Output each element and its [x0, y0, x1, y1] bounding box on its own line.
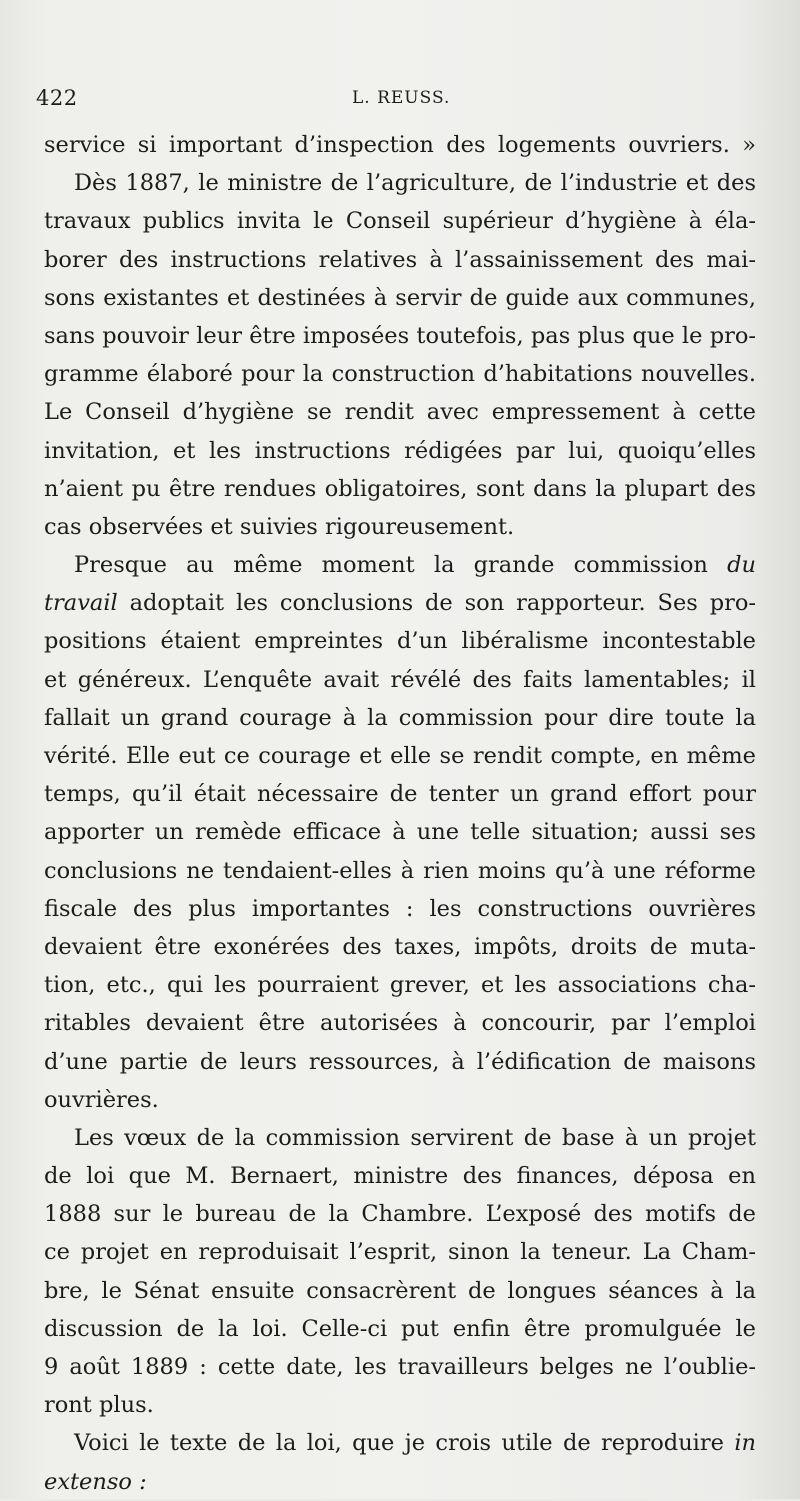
text-line [44, 317, 756, 355]
line-text: Presque au même moment la grande commission [74, 552, 708, 579]
line-text: Voici le texte de la loi, que je crois utile de reproduire [74, 1430, 724, 1457]
line-text: d’une partie de leurs ressources, à l’édification de maisons [44, 1048, 756, 1075]
body-text [44, 126, 756, 1501]
italic-text: extenso : [44, 1468, 147, 1495]
line-text: ce projet en reproduisait l’esprit, sinon la teneur. La Cham- [44, 1239, 756, 1266]
line-text: sons existantes et destinées à servir de guide aux communes, [44, 284, 756, 311]
line-text: conclusions ne tendaient-elles à rien moins qu’à une réforme [44, 857, 756, 884]
line-text: gramme élaboré pour la construction d’habitations nouvelles. [44, 361, 756, 388]
running-head: L. REUSS. [352, 88, 451, 108]
text-line [44, 775, 756, 813]
text-line [44, 1157, 756, 1195]
line-text: n’aient pu être rendues obligatoires, sont dans la plupart des [44, 475, 756, 502]
text-line [44, 966, 756, 1004]
text-line [44, 126, 756, 164]
text-line [44, 470, 756, 508]
line-text: 9 août 1889 : cette date, les travailleurs belges ne l’oublie- [44, 1354, 756, 1380]
line-text: ouvrières. [44, 1086, 159, 1113]
text-line [44, 241, 756, 279]
line-text: discussion de la loi. Celle-ci put enfin être promulguée le [44, 1315, 756, 1342]
text-line [44, 279, 756, 317]
text-line [44, 699, 756, 737]
italic-text: in [734, 1430, 756, 1457]
line-text: fiscale des plus importantes : les constructions ouvrières [44, 895, 756, 922]
text-line [44, 737, 756, 775]
line-text: adoptait les conclusions de son rapporteur. Ses pro- [117, 590, 756, 617]
line-text: travaux publics invita le Conseil supérieur d’hygiène à éla- [44, 208, 756, 235]
text-line [44, 164, 756, 202]
text-line [44, 432, 756, 470]
text-line [44, 1043, 756, 1081]
line-text: ritables devaient être autorisées à concourir, par l’emploi [44, 1010, 756, 1037]
text-line [44, 1310, 756, 1348]
line-text: temps, qu’il était nécessaire de tenter un grand effort pour [44, 781, 756, 808]
text-line [44, 1272, 756, 1310]
text-line [44, 1233, 756, 1271]
text-line [44, 890, 756, 928]
text-line [44, 852, 756, 890]
line-text: ront plus. [44, 1392, 154, 1419]
line-text: Les vœux de la commission servirent de base à un projet [74, 1124, 756, 1151]
text-line [44, 1386, 756, 1424]
line-text: apporter un remède efficace à une telle situation; aussi ses [44, 819, 756, 846]
text-line [44, 1119, 756, 1157]
line-text: service si important d’inspection des logements ouvriers. » [44, 132, 756, 158]
text-line [44, 928, 756, 966]
page-header [36, 86, 756, 116]
line-text: tion, etc., qui les pourraient grever, et les associations cha- [44, 972, 756, 999]
text-line [44, 1463, 756, 1501]
line-text: de loi que M. Bernaert, ministre des finances, déposa en [44, 1163, 756, 1190]
text-line [44, 1348, 756, 1386]
text-line [44, 1195, 756, 1233]
line-text: invitation, et les instructions rédigées par lui, quoiqu’elles [44, 437, 756, 464]
line-text: fallait un grand courage à la commission pour dire toute la [44, 704, 756, 731]
text-line [44, 661, 756, 699]
page-number: 422 [36, 86, 78, 110]
text-line [44, 1424, 756, 1462]
text-line [44, 508, 756, 546]
text-line [44, 202, 756, 240]
line-text: vérité. Elle eut ce courage et elle se rendit compte, en même [44, 743, 756, 769]
line-text: Dès 1887, le ministre de l’agriculture, de l’industrie et des [74, 170, 756, 197]
text-line [44, 546, 756, 584]
text-line [44, 1004, 756, 1042]
text-line [44, 622, 756, 660]
line-text: borer des instructions relatives à l’assainissement des mai- [44, 246, 756, 273]
text-line [44, 355, 756, 393]
italic-text: travail [44, 590, 118, 617]
text-line [44, 393, 756, 431]
text-line [44, 813, 756, 851]
text-line [44, 584, 756, 622]
italic-text: du [727, 552, 757, 579]
line-text: et généreux. L’enquête avait révélé des faits lamentables; il [44, 666, 756, 693]
line-text: sans pouvoir leur être imposées toutefois, pas plus que le pro- [44, 322, 756, 349]
text-line [44, 1081, 756, 1119]
line-text: devaient être exonérées des taxes, impôts, droits de muta- [44, 933, 756, 960]
line-text: cas observées et suivies rigoureusement. [44, 513, 515, 540]
line-text: 1888 sur le bureau de la Chambre. L’exposé des motifs de [44, 1201, 756, 1228]
line-text: bre, le Sénat ensuite consacrèrent de longues séances à la [44, 1277, 756, 1304]
line-text: Le Conseil d’hygiène se rendit avec empressement à cette [44, 399, 756, 426]
line-text: positions étaient empreintes d’un libéralisme incontestable [44, 628, 756, 655]
